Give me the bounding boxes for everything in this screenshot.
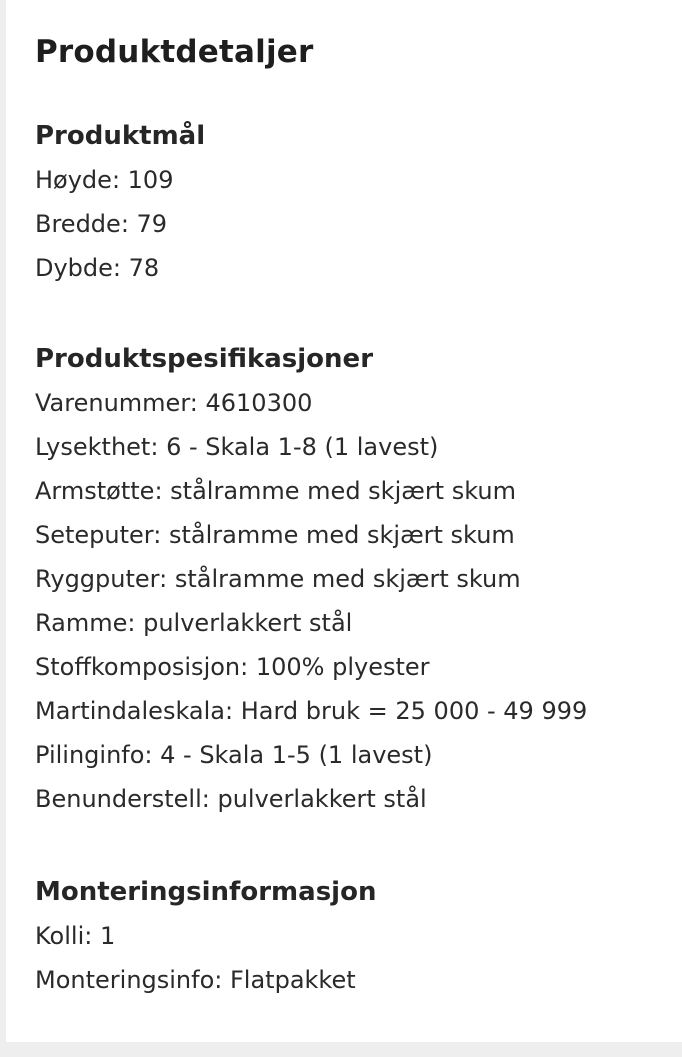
spec-list bbox=[35, 158, 675, 290]
spec-label: Armstøtte bbox=[35, 477, 155, 505]
spec-label: Stoffkomposisjon bbox=[35, 653, 241, 681]
spec-value: stålramme med skjært skum bbox=[174, 565, 521, 593]
spec-row-martindale: Martindaleskala: Hard bruk = 25 000 - 49 999 bbox=[35, 697, 588, 725]
spec-row-assembly-info: Monteringsinfo: Flatpakket bbox=[35, 966, 356, 994]
spec-list bbox=[35, 381, 675, 821]
spec-row-legs: Benunderstell: pulverlakkert stål bbox=[35, 785, 427, 813]
spec-row-seat-cushions: Seteputer: stålramme med skjært skum bbox=[35, 521, 515, 549]
product-details-panel bbox=[6, 0, 682, 1042]
section-assembly-information bbox=[35, 874, 675, 1002]
section-title: Produktspesifikasjoner bbox=[35, 344, 374, 374]
spec-label: Pilinginfo bbox=[35, 741, 145, 769]
spec-row-width: Bredde: 79 bbox=[35, 210, 168, 238]
spec-row-height: Høyde: 109 bbox=[35, 166, 174, 194]
spec-label: Ramme bbox=[35, 609, 128, 637]
spec-row-packages: Kolli: 1 bbox=[35, 922, 116, 950]
spec-row-pilling: Pilinginfo: 4 - Skala 1-5 (1 lavest) bbox=[35, 741, 433, 769]
spec-label: Seteputer bbox=[35, 521, 154, 549]
spec-label: Lysekthet bbox=[35, 433, 151, 461]
spec-value: pulverlakkert stål bbox=[143, 609, 353, 637]
spec-label: Ryggputer bbox=[35, 565, 160, 593]
spec-label: Benunderstell bbox=[35, 785, 202, 813]
spec-row-back-cushions: Ryggputer: stålramme med skjært skum bbox=[35, 565, 521, 593]
spec-label: Høyde bbox=[35, 166, 112, 194]
spec-row-armrest: Armstøtte: stålramme med skjært skum bbox=[35, 477, 516, 505]
spec-label: Varenummer bbox=[35, 389, 190, 417]
spec-label: Martindaleskala bbox=[35, 697, 226, 725]
spec-value: 79 bbox=[136, 210, 168, 238]
spec-value: pulverlakkert stål bbox=[217, 785, 427, 813]
page-title: Produktdetaljer bbox=[35, 34, 314, 70]
spec-value: 6 - Skala 1-8 (1 lavest) bbox=[166, 433, 439, 461]
spec-value: 4610300 bbox=[205, 389, 313, 417]
spec-row-fabric-composition: Stoffkomposisjon: 100% plyester bbox=[35, 653, 430, 681]
spec-value: 4 - Skala 1-5 (1 lavest) bbox=[160, 741, 433, 769]
spec-value: stålramme med skjært skum bbox=[168, 521, 515, 549]
section-product-specifications bbox=[35, 341, 675, 821]
spec-row-frame: Ramme: pulverlakkert stål bbox=[35, 609, 353, 637]
spec-label: Dybde bbox=[35, 254, 113, 282]
spec-value: 78 bbox=[128, 254, 160, 282]
spec-value: stålramme med skjært skum bbox=[170, 477, 516, 505]
spec-row-depth: Dybde: 78 bbox=[35, 254, 160, 282]
spec-label: Kolli bbox=[35, 922, 85, 950]
section-title: Monteringsinformasjon bbox=[35, 877, 377, 907]
section-product-dimensions bbox=[35, 118, 675, 290]
spec-label: Bredde bbox=[35, 210, 121, 238]
spec-value: Flatpakket bbox=[230, 966, 356, 994]
spec-label: Monteringsinfo bbox=[35, 966, 215, 994]
spec-value: 109 bbox=[127, 166, 174, 194]
spec-list bbox=[35, 914, 675, 1002]
spec-value: Hard bruk = 25 000 - 49 999 bbox=[240, 697, 588, 725]
spec-value: 1 bbox=[99, 922, 116, 950]
spec-row-item-number: Varenummer: 4610300 bbox=[35, 389, 313, 417]
spec-value: 100% plyester bbox=[255, 653, 430, 681]
section-title: Produktmål bbox=[35, 121, 206, 151]
spec-row-lightfastness: Lysekthet: 6 - Skala 1-8 (1 lavest) bbox=[35, 433, 439, 461]
